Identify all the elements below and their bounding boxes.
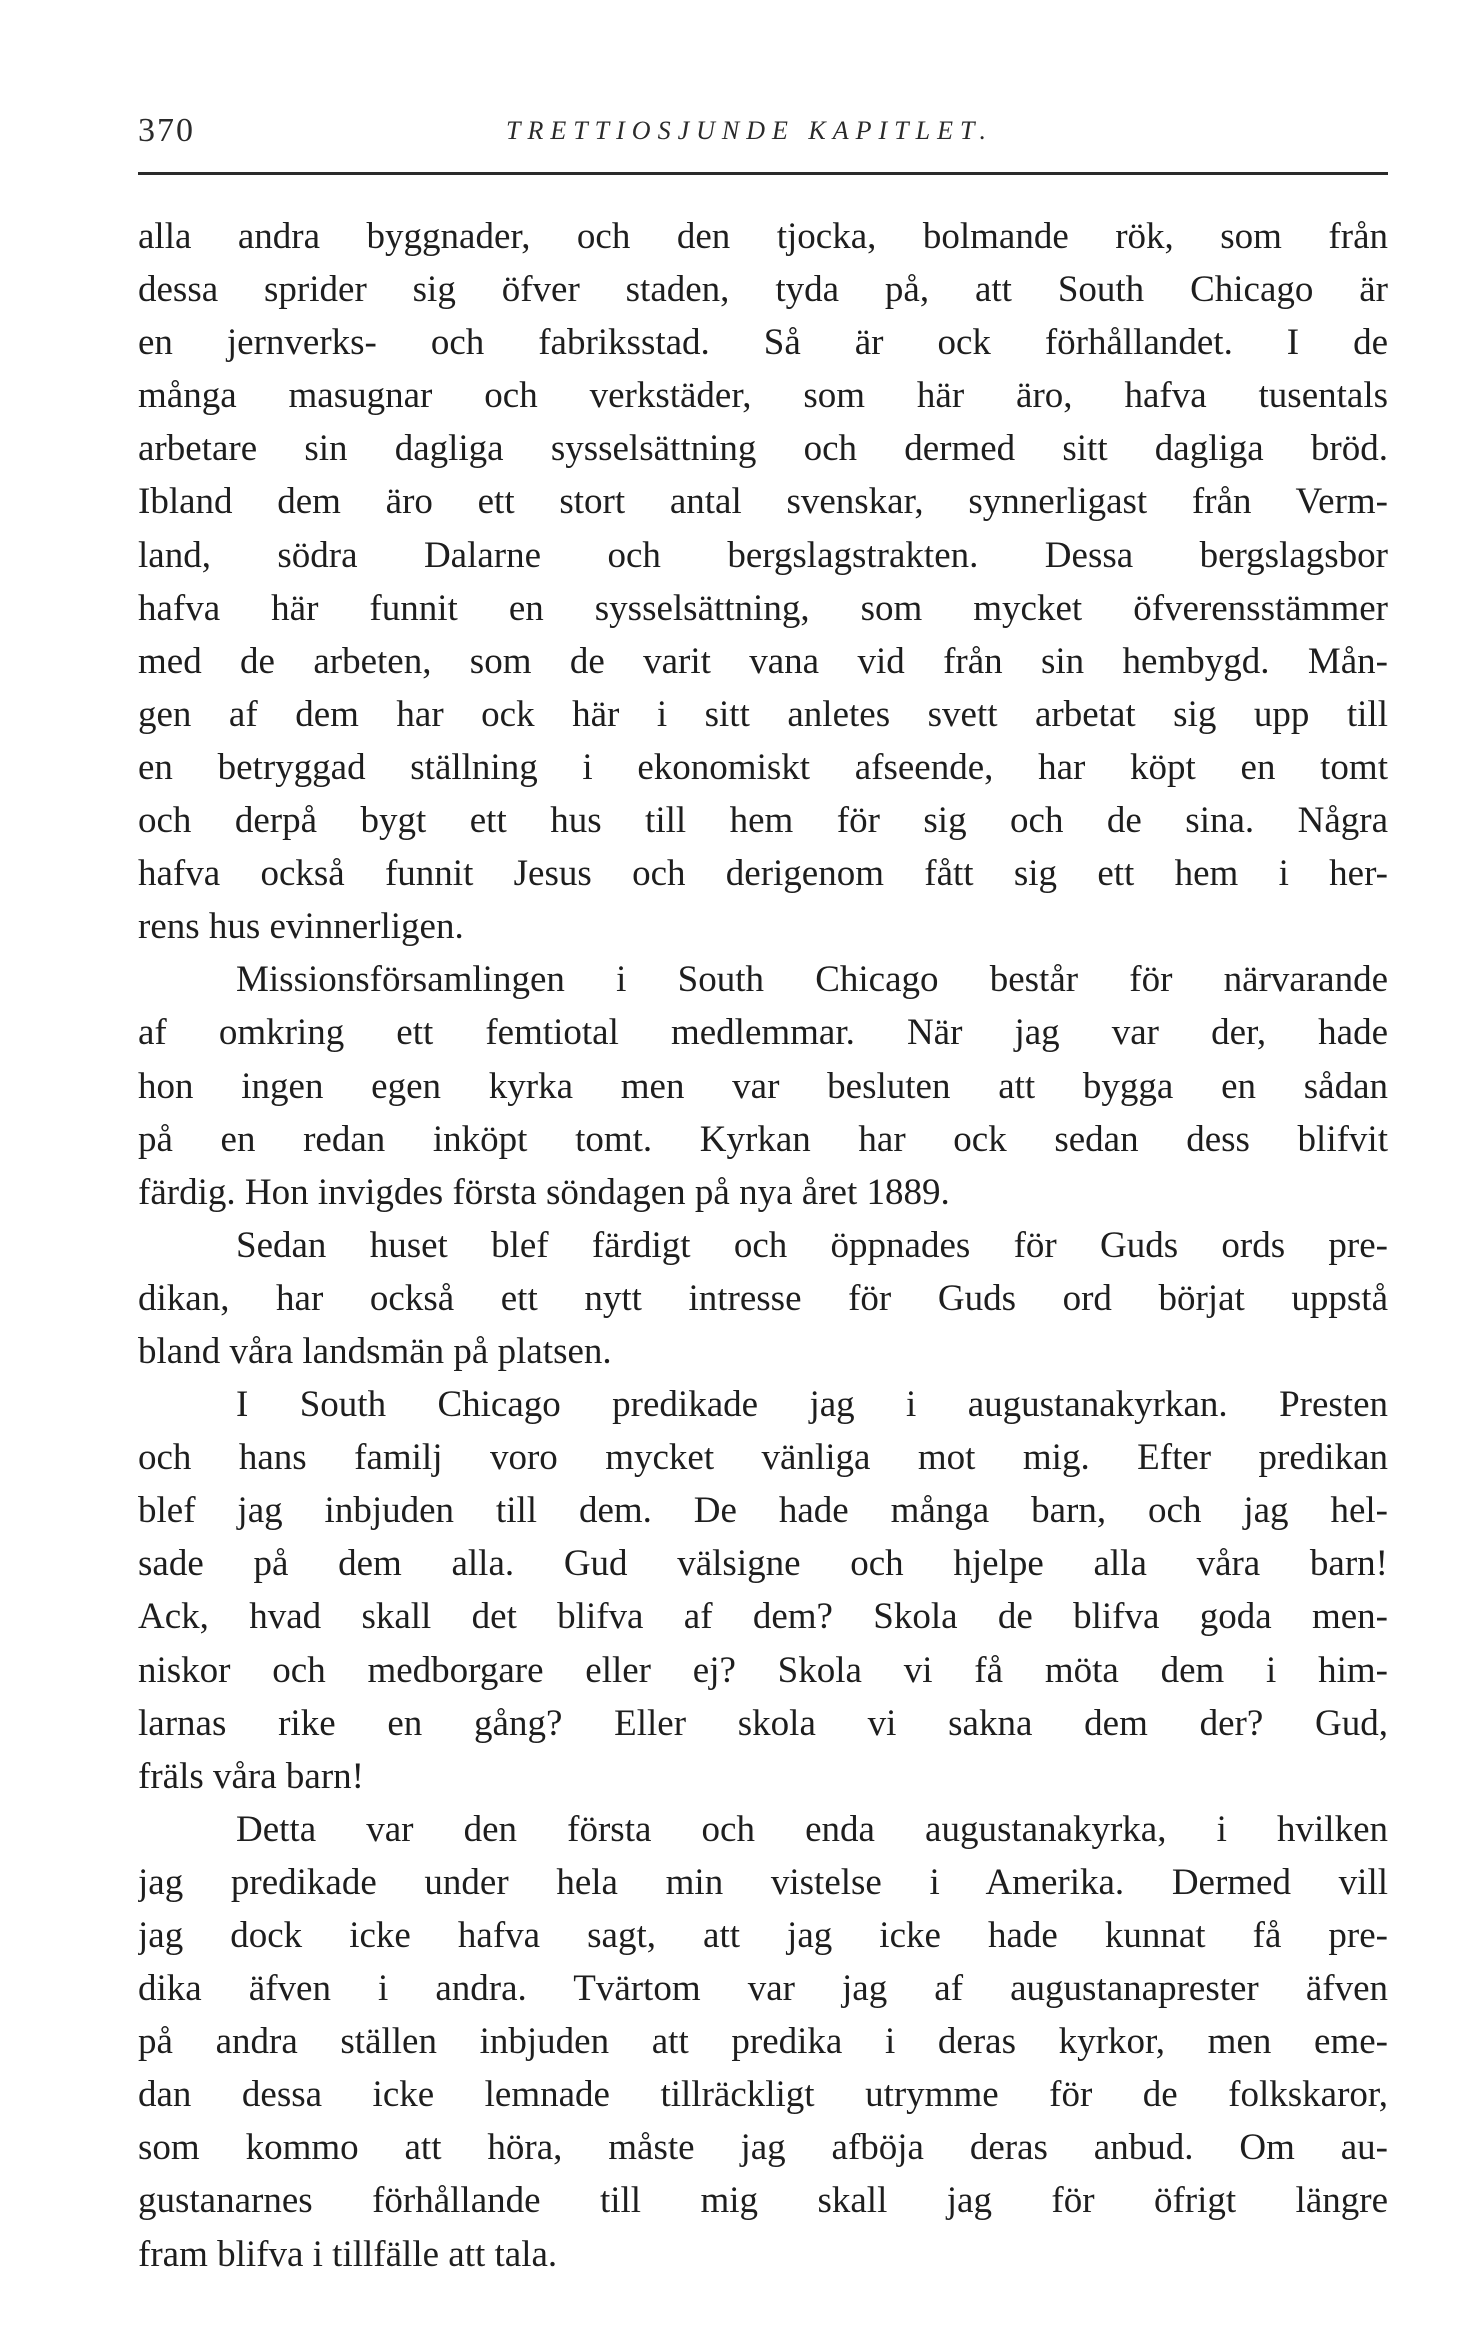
text-line: I South Chicago predikade jag i augustanakyrkan. Presten	[236, 1384, 1388, 1426]
text-line: alla andra byggnader, och den tjocka, bolmande rök, som från	[138, 216, 1388, 257]
text-line: bland våra landsmän på platsen.	[138, 1330, 612, 1372]
text-line: på en redan inköpt tomt. Kyrkan har ock sedan dess blifvit	[138, 1118, 1388, 1160]
text-line: en betryggad ställning i ekonomiskt afseende, har köpt en tomt	[138, 746, 1388, 788]
text-line: många masugnar och verkstäder, som här äro, hafva tusentals	[138, 375, 1388, 417]
text-line: hon ingen egen kyrka men var besluten att bygga en sådan	[138, 1065, 1388, 1107]
text-line: hafva också funnit Jesus och derigenom fått sig ett hem i her-	[138, 853, 1388, 895]
text-line: en jernverks- och fabriksstad. Så är ock förhållandet. I de	[138, 322, 1388, 364]
text-line: hafva här funnit en sysselsättning, som mycket öfverensstämmer	[138, 587, 1388, 629]
text-line: och hans familj voro mycket vänliga mot mig. Efter predikan	[138, 1437, 1388, 1479]
text-line: dikan, har också ett nytt intresse för Guds ord börjat uppstå	[138, 1277, 1388, 1319]
text-line: med de arbeten, som de varit vana vid från sin hembygd. Mån-	[138, 640, 1388, 682]
text-line: på andra ställen inbjuden att predika i deras kyrkor, men eme-	[138, 2021, 1388, 2063]
text-line: gustanarnes förhållande till mig skall jag för öfrigt längre	[138, 2180, 1388, 2222]
text-line: dessa sprider sig öfver staden, tyda på, att South Chicago är	[138, 269, 1388, 311]
text-line: land, södra Dalarne och bergslagstrakten. Dessa bergslagsbor	[138, 534, 1388, 576]
text-line: arbetare sin dagliga sysselsättning och dermed sitt dagliga bröd.	[138, 428, 1388, 470]
running-head	[138, 112, 1388, 162]
text-line: Missionsförsamlingen i South Chicago består för närvarande	[236, 959, 1388, 1001]
text-line: som kommo att höra, måste jag afböja deras anbud. Om au-	[138, 2127, 1388, 2169]
text-line: Ibland dem äro ett stort antal svenskar, synnerligast från Verm-	[138, 481, 1388, 523]
text-line: jag predikade under hela min vistelse i Amerika. Dermed vill	[138, 1861, 1388, 1903]
text-line: Sedan huset blef färdigt och öppnades för Guds ords pre-	[236, 1224, 1388, 1266]
chapter-title: TRETTIOSJUNDE KAPITLET.	[506, 116, 993, 145]
text-line: blef jag inbjuden till dem. De hade många barn, och jag hel-	[138, 1490, 1388, 1532]
text-line: färdig. Hon invigdes första söndagen på nya året 1889.	[138, 1171, 950, 1213]
text-line: larnas rike en gång? Eller skola vi sakna dem der? Gud,	[138, 1702, 1388, 1744]
text-line: af omkring ett femtiotal medlemmar. När jag var der, hade	[138, 1012, 1388, 1054]
text-line: dika äfven i andra. Tvärtom var jag af augustanaprester äfven	[138, 1968, 1388, 2010]
text-line: dan dessa icke lemnade tillräckligt utrymme för de folkskaror,	[138, 2074, 1388, 2116]
text-line: niskor och medborgare eller ej? Skola vi få möta dem i him-	[138, 1649, 1388, 1691]
text-line: gen af dem har ock här i sitt anletes svett arbetat sig upp till	[138, 693, 1388, 735]
text-line: rens hus evinnerligen.	[138, 906, 464, 948]
text-line: Detta var den första och enda augustanakyrka, i hvilken	[236, 1808, 1388, 1850]
text-line: Ack, hvad skall det blifva af dem? Skola de blifva goda men-	[138, 1596, 1388, 1638]
text-line: fram blifva i tillfälle att tala.	[138, 2233, 558, 2275]
text-line: och derpå bygt ett hus till hem för sig och de sina. Några	[138, 800, 1388, 842]
page-number: 370	[138, 112, 195, 149]
header-rule	[138, 172, 1388, 175]
text-line: jag dock icke hafva sagt, att jag icke hade kunnat få pre-	[138, 1915, 1388, 1956]
text-line: sade på dem alla. Gud välsigne och hjelpe alla våra barn!	[138, 1543, 1388, 1585]
text-line: fräls våra barn!	[138, 1755, 364, 1797]
body-text	[138, 210, 1388, 2281]
